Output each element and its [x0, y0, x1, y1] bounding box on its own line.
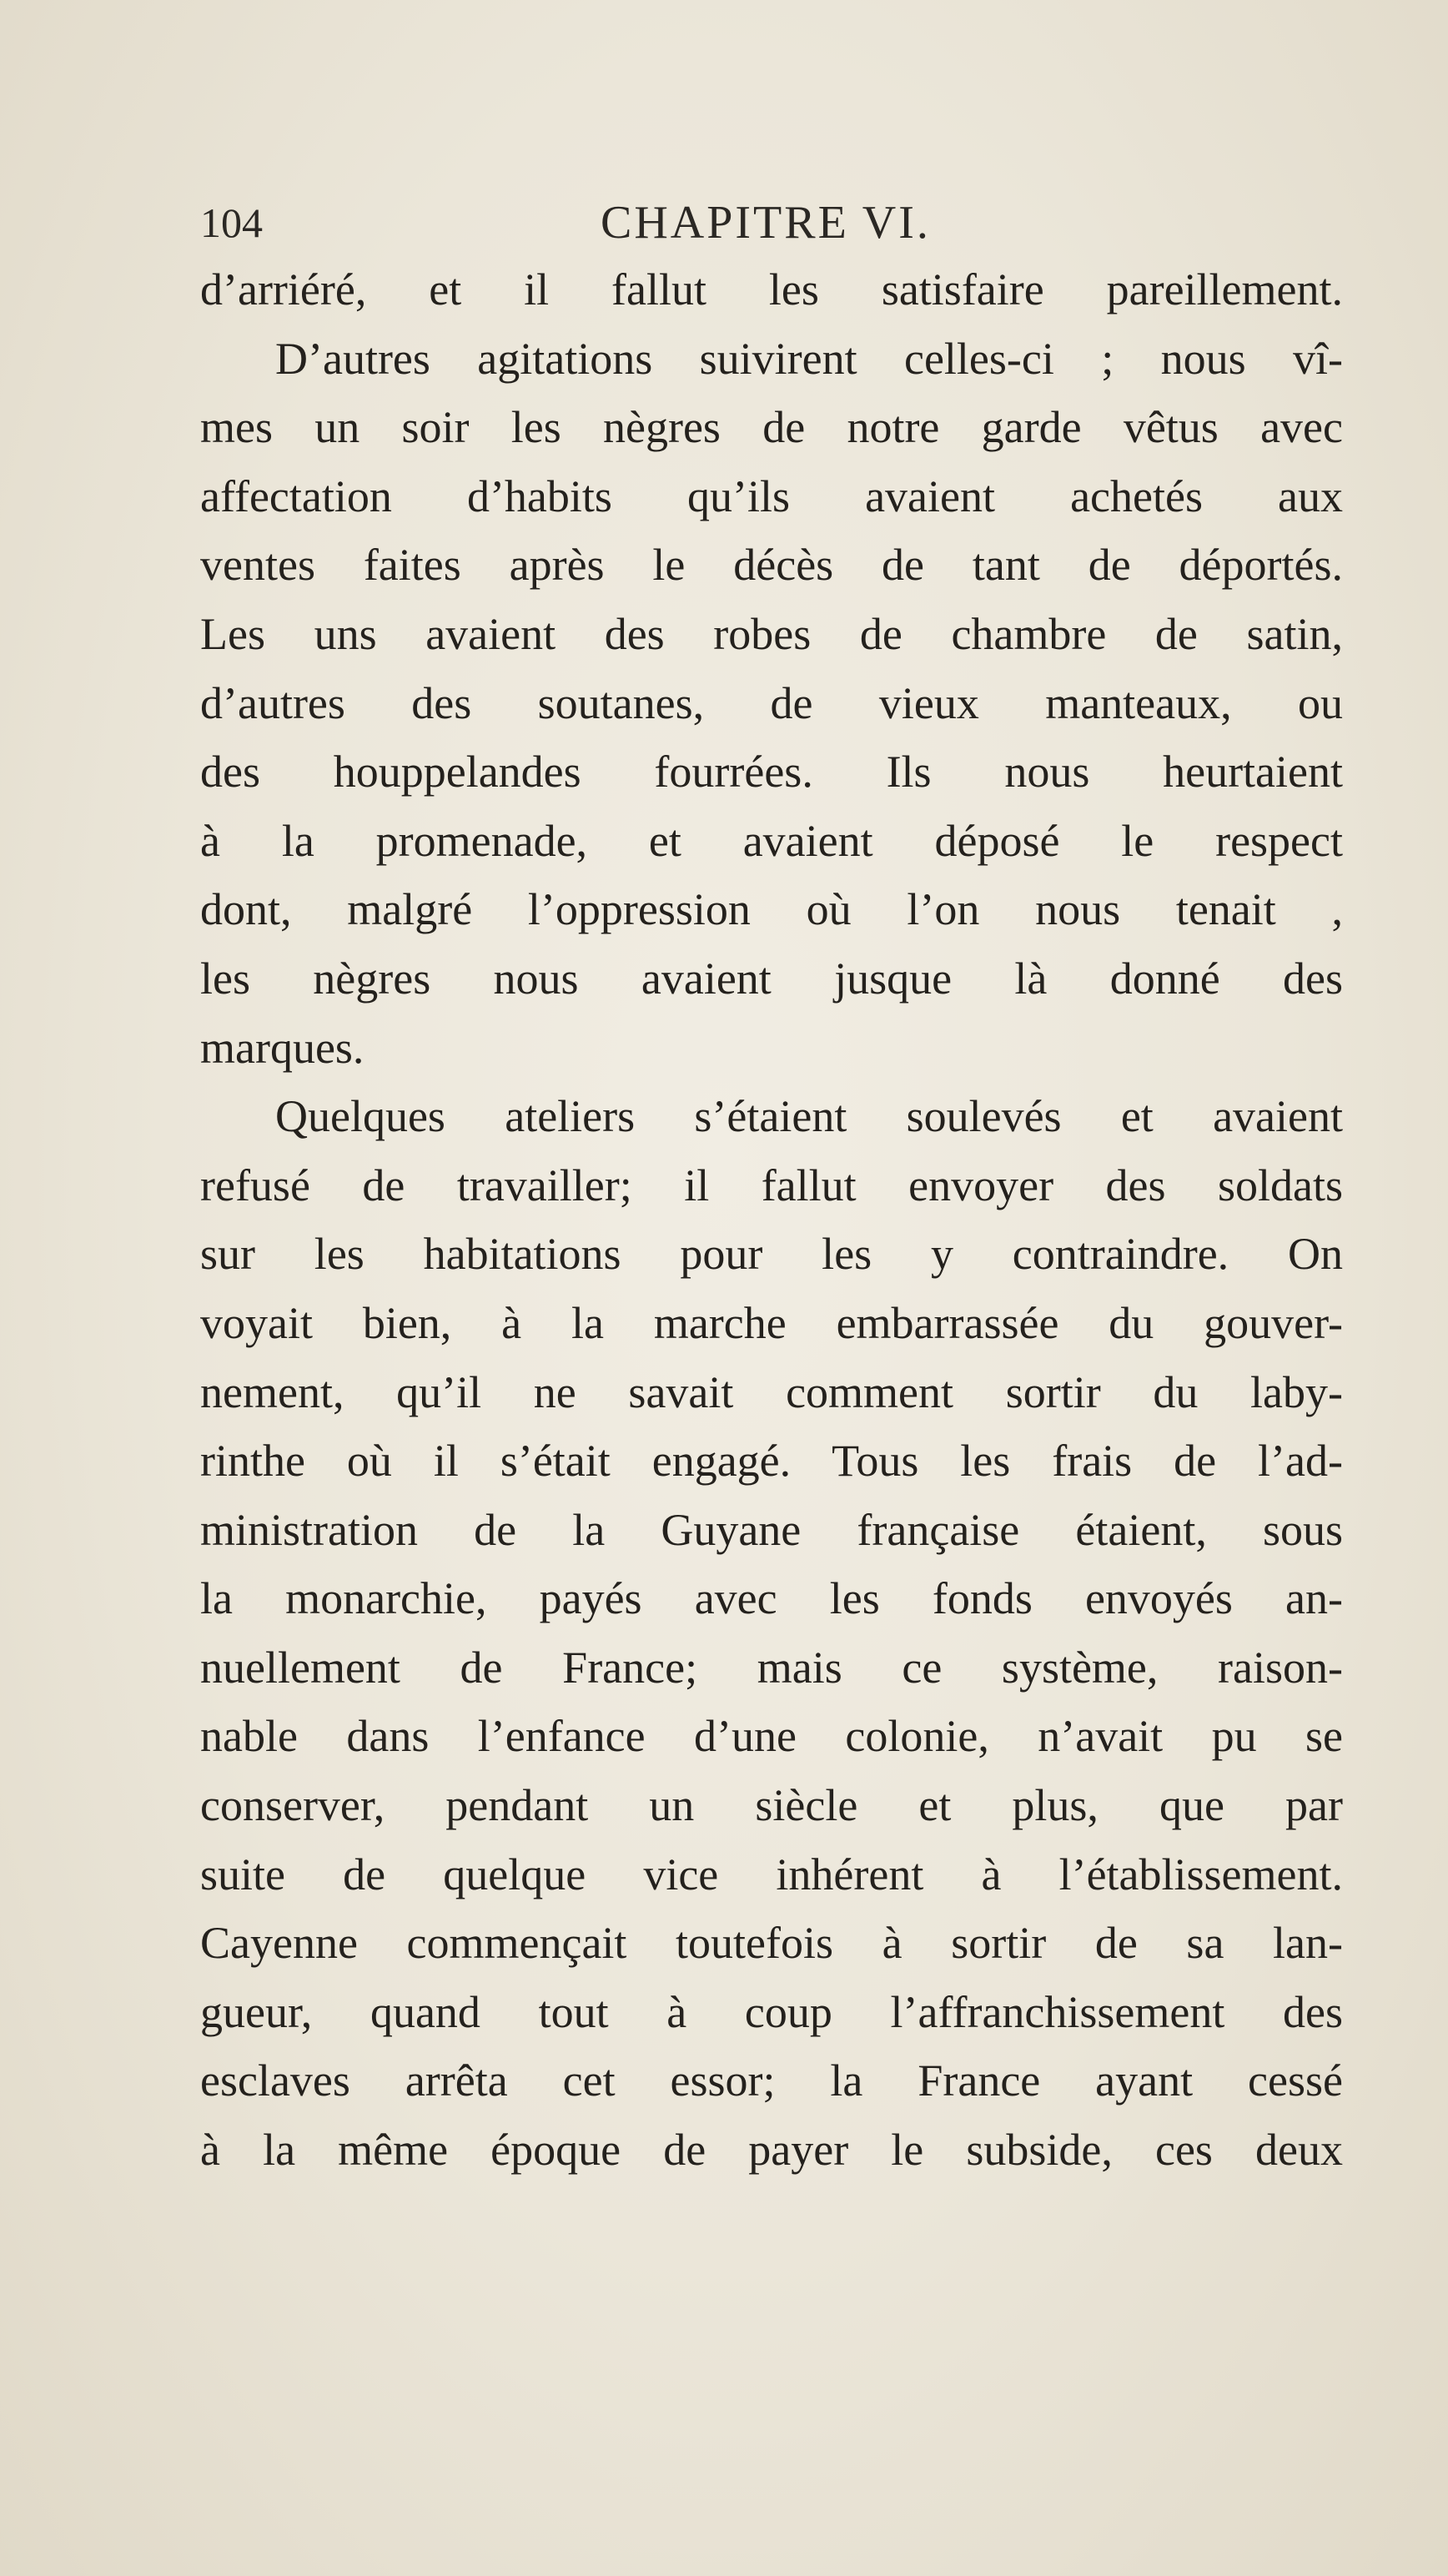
text-line: à la promenade, et avaient déposé le respect: [200, 815, 1343, 866]
text-line: conserver, pendant un siècle et plus, que par: [200, 1780, 1343, 1831]
text-line: affectation d’habits qu’ils avaient achetés aux: [200, 470, 1343, 521]
text-line: Les uns avaient des robes de chambre de satin,: [200, 608, 1343, 659]
chapter-title: CHAPITRE VI.: [601, 197, 931, 249]
text-line: ventes faites après le décès de tant de déportés.: [200, 540, 1343, 591]
text-line: voyait bien, à la marche embarrassée du gouver-: [200, 1297, 1343, 1348]
text-line: nable dans l’enfance d’une colonie, n’avait pu se: [200, 1711, 1343, 1762]
text-line: dont, malgré l’oppression où l’on nous tenait ,: [200, 884, 1343, 935]
text-line: les nègres nous avaient jusque là donné des: [200, 953, 1343, 1004]
text-line: marques.: [200, 1022, 365, 1073]
text-line: d’arriéré, et il fallut les satisfaire pareillement.: [200, 264, 1343, 314]
running-header: [200, 194, 1318, 252]
text-line: refusé de travailler; il fallut envoyer des soldats: [200, 1160, 1343, 1210]
text-line: ministration de la Guyane française étaient, sous: [200, 1504, 1343, 1555]
text-line: rinthe où il s’était engagé. Tous les frais de l’ad-: [200, 1436, 1343, 1487]
text-line: gueur, quand tout à coup l’affranchissement des: [200, 1986, 1343, 2037]
text-line: nement, qu’il ne savait comment sortir du laby-: [200, 1366, 1343, 1417]
text-line: Quelques ateliers s’étaient soulevés et avaient: [275, 1091, 1343, 1142]
text-line: esclaves arrêta cet essor; la France ayant cessé: [200, 2055, 1343, 2106]
text-line: nuellement de France; mais ce système, raison-: [200, 1642, 1343, 1693]
page-number: 104: [200, 199, 263, 246]
text-line: à la même époque de payer le subside, ces deux: [200, 2125, 1343, 2176]
text-line: des houppelandes fourrées. Ils nous heurtaient: [200, 747, 1343, 797]
text-line: mes un soir les nègres de notre garde vêtus avec: [200, 402, 1343, 453]
text-line: d’autres des soutanes, de vieux manteaux, ou: [200, 677, 1343, 728]
body-text: [200, 255, 1343, 2185]
text-line: la monarchie, payés avec les fonds envoyés an-: [200, 1573, 1343, 1624]
text-line: D’autres agitations suivirent celles-ci ; nous vî-: [275, 333, 1343, 384]
text-line: Cayenne commençait toutefois à sortir de sa lan-: [200, 1918, 1343, 1969]
text-line: suite de quelque vice inhérent à l’établissement.: [200, 1849, 1343, 1899]
text-line: sur les habitations pour les y contraindre. On: [200, 1229, 1343, 1280]
